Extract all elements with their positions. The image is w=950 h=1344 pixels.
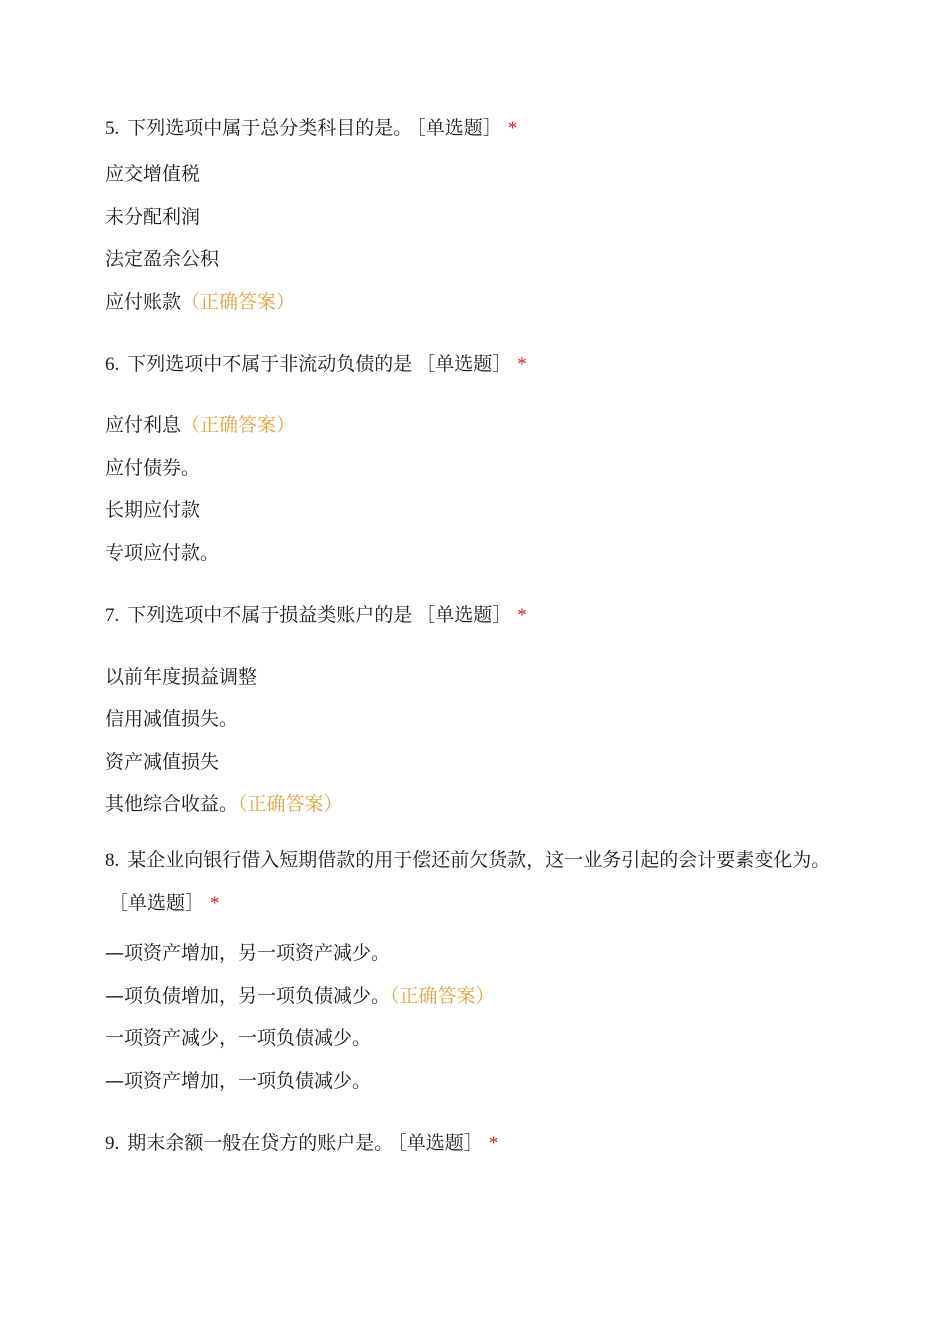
option-label: —项资产增加，另一项资产减少。 <box>105 942 391 964</box>
question-type-tag: ［单选题］ <box>416 117 502 139</box>
question-type-tag: ［单选题］ <box>109 892 205 914</box>
question-5-title <box>105 107 855 150</box>
question-number: 5. <box>105 118 120 139</box>
question-6-title <box>105 343 855 386</box>
question-7-option-4[interactable] <box>105 791 343 817</box>
option-label: 应交增值税 <box>105 163 201 185</box>
question-text: 某企业向银行借入短期借款的用于偿还前欠货款，这一业务引起的会计要素变化为。 <box>127 849 831 871</box>
question-type-tag: ［单选题］ <box>416 353 512 375</box>
option-label: —项负债增加，另一项负债减少。 <box>105 985 391 1007</box>
question-number: 9. <box>105 1133 120 1154</box>
question-6-option-3[interactable] <box>105 497 200 523</box>
question-8-option-1[interactable] <box>105 940 390 966</box>
question-number: 6. <box>105 354 120 375</box>
option-label: 应付利息 <box>105 414 182 436</box>
question-8-option-2[interactable] <box>105 983 495 1009</box>
question-text: 下列选项中不属于非流动负债的是 <box>127 353 413 375</box>
question-8-title <box>105 839 850 925</box>
question-7-option-1[interactable] <box>105 664 257 690</box>
correct-answer-marker: （正确答案） <box>181 291 296 313</box>
correct-answer-marker: （正确答案） <box>390 985 495 1007</box>
question-5-option-1[interactable] <box>105 161 200 187</box>
correct-answer-marker: （正确答案） <box>181 414 296 436</box>
question-number: 8. <box>105 850 120 871</box>
option-label: 专项应付款。 <box>105 542 220 564</box>
question-7-option-3[interactable] <box>105 749 219 775</box>
required-mark: * <box>507 118 518 139</box>
question-7-option-2[interactable] <box>105 706 238 732</box>
required-mark: * <box>210 893 220 914</box>
option-label: 信用减值损失。 <box>105 708 239 730</box>
question-type-tag: ［单选题］ <box>397 1132 483 1154</box>
option-label: 长期应付款 <box>105 499 201 521</box>
question-text: 下列选项中不属于损益类账户的是 <box>127 604 413 626</box>
required-mark: * <box>488 1133 499 1154</box>
question-type-tag: ［单选题］ <box>416 604 512 626</box>
correct-answer-marker: （正确答案） <box>238 793 343 815</box>
question-text: 期末余额一般在贷方的账户是。 <box>127 1132 394 1154</box>
question-7-title <box>105 594 855 637</box>
required-mark: * <box>517 605 527 626</box>
question-5-option-2[interactable] <box>105 204 200 230</box>
option-label: 以前年度损益调整 <box>105 666 258 688</box>
question-5-option-3[interactable] <box>105 246 219 272</box>
option-label: 资产减值损失 <box>105 751 220 773</box>
question-9-title <box>105 1122 855 1165</box>
option-label: 法定盈余公积 <box>105 248 220 270</box>
required-mark: * <box>517 354 527 375</box>
question-8-option-3[interactable] <box>105 1025 371 1051</box>
question-text: 下列选项中属于总分类科目的是。 <box>127 117 413 139</box>
option-label: —项资产增加，一项负债减少。 <box>105 1070 372 1092</box>
question-6-option-4[interactable] <box>105 540 219 566</box>
option-label: 未分配利润 <box>105 206 201 228</box>
question-8-option-4[interactable] <box>105 1068 371 1094</box>
question-6-option-2[interactable] <box>105 455 200 481</box>
question-6-option-1[interactable] <box>105 412 295 438</box>
option-label: 应付账款 <box>105 291 182 313</box>
question-number: 7. <box>105 605 120 626</box>
question-5-option-4[interactable] <box>105 289 295 315</box>
option-label: 应付债券。 <box>105 457 201 479</box>
option-label: 其他综合收益。 <box>105 793 239 815</box>
option-label: 一项资产减少，一项负债减少。 <box>105 1027 372 1049</box>
